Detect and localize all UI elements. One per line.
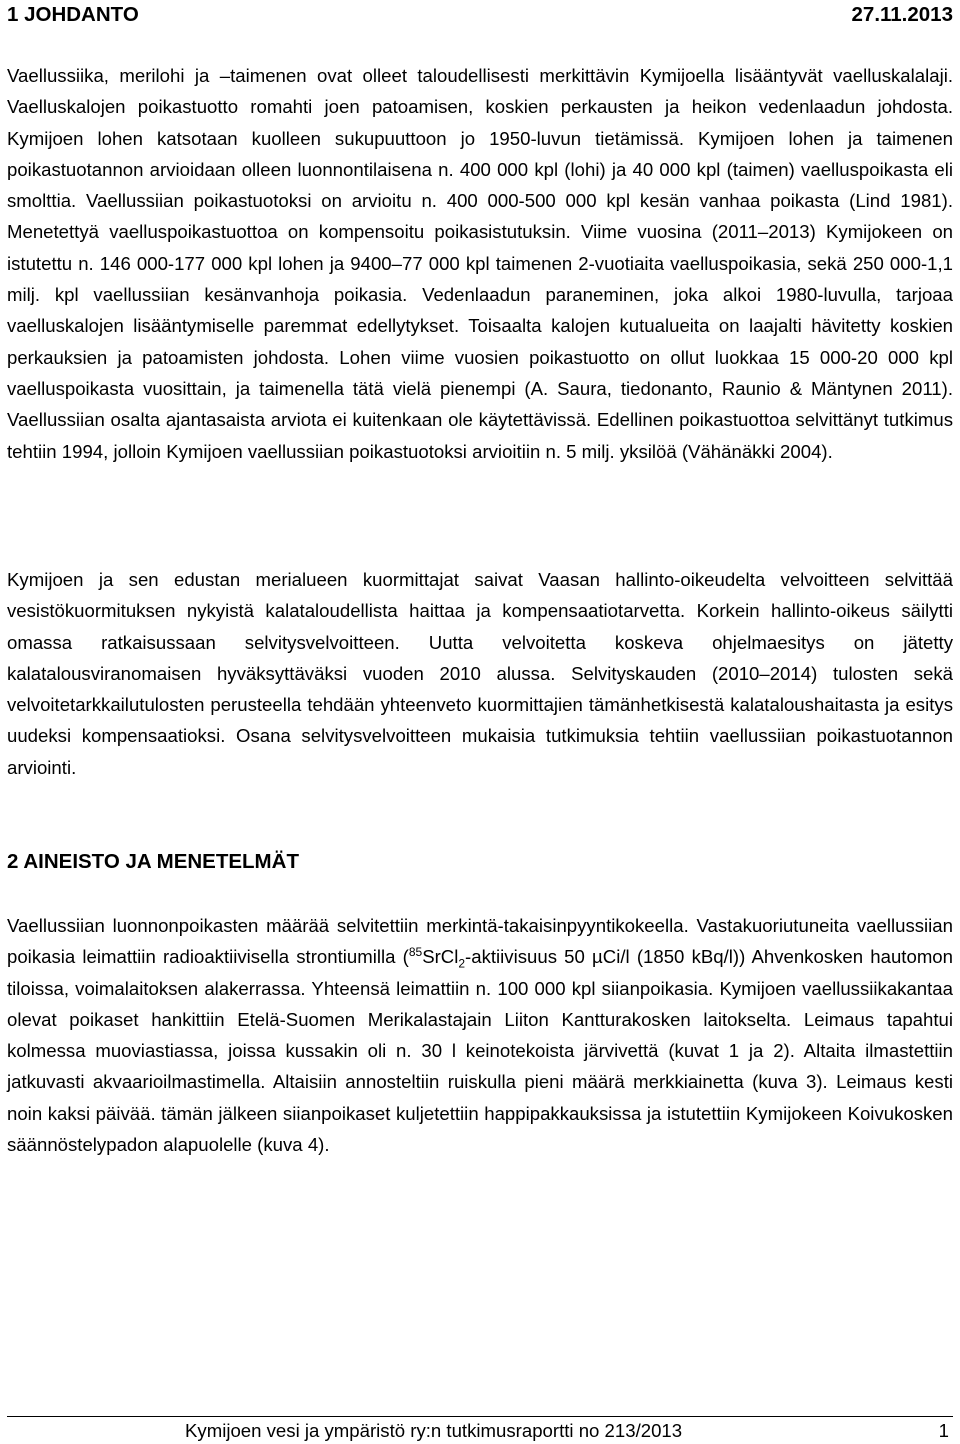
methods-text-end: -aktiivisuus 50 µCi/l (1850 kBq/l)) Ahvenkosken hautomon tiloissa, voimalaitoksen alakerrassa. Yhteensä leimattiin n. 100 000 kpl siianpoikasia. Kymijoen vaellussiikakantaa olevat poikaset hankittiin Etelä-Suomen Merikalastajain Liiton Kantturakosken laitokselta. Leimaus tapahtui kolmessa muoviastiassa, joissa kussakin oli n. 30 l keinotekoista järvivettä (kuvat 1 ja 2). Altaita ilmastettiin jatkuvasti akvaarioilmastimella. Altaisiin annosteltiin ruiskulla pieni määrä merkkiainetta (kuva 3). Leimaus kesti noin kaksi päivää. tämän jälkeen siianpoikaset kuljetettiin happipakkauksissa ja istutettiin Kymijokeen Koivukosken säännöstelypadon alapuolelle (kuva 4). xyxy=(7,946,953,1156)
obligation-paragraph: Kymijoen ja sen edustan merialueen kuormittajat saivat Vaasan hallinto-oikeudelta velvoitteen selvittää vesistökuormituksen nykyistä kalataloudellista haittaa ja kompensaatiotarvetta. Korkein hallinto-oikeus säilytti omassa ratkaisussaan selvitysvelvoitteen. Uutta velvoitetta koskeva ohjelmaesitys on jätetty kalatalousviranomaisen hyväksyttäväksi vuoden 2010 alussa. Selvityskauden (2010–2014) tulosten sekä velvoitetarkkailutulosten perusteella tehdään yhteenveto kuormittajien tämänhetkisestä kalataloushaitasta ja esitys uudeksi kompensaatioksi. Osana selvitysvelvoitteen mukaisia tutkimuksia tehtiin vaellussiian poikastuotannon arviointi. xyxy=(7,569,953,778)
page-number: 1 xyxy=(938,1420,949,1441)
formula-subscript: 2 xyxy=(458,957,466,972)
isotope-mass-number: 85 xyxy=(408,945,423,960)
page-footer xyxy=(7,1418,953,1444)
methods-text-start: Vaellussiian luonnonpoikasten määrää selvitettiin merkintä-takaisinpyyntikokeella. Vastakuoriutuneita vaellussiian poikasia leimattiin radioaktiivisella strontiumilla ( xyxy=(7,915,953,968)
section-heading: 2 AINEISTO JA MENETELMÄT xyxy=(7,850,299,873)
document-page xyxy=(7,0,953,1444)
page-header xyxy=(7,1,953,29)
chapter-title: 1 JOHDANTO xyxy=(7,3,139,26)
methods-paragraph xyxy=(7,910,953,1160)
chemical-formula: SrCl xyxy=(422,946,459,968)
report-reference: Kymijoen vesi ja ympäristö ry:n tutkimusraportti no 213/2013 xyxy=(185,1420,683,1441)
footer-divider xyxy=(7,1416,953,1417)
report-date: 27.11.2013 xyxy=(851,3,953,26)
intro-paragraph: Vaellussiika, merilohi ja –taimenen ovat olleet taloudellisesti merkittävin Kymijoella lisääntyvät vaelluskalalaji. Vaelluskalojen poikastuotto romahti joen patoamisen, koskien perkausten ja heikon vedenlaadun johdosta. Kymijoen lohen katsotaan kuolleen sukupuuttoon jo 1950-luvun tietämissä. Kymijoen lohen ja taimenen poikastuotannon arvioidaan olleen luonnontilaisena n. 400 000 kpl (lohi) ja 40 000 kpl (taimen) vaelluspoikasta eli smolttia. Vaellussiian poikastuotoksi on arvioitu n. 400 000-500 000 kpl kesän vanhaa poikasta (Lind 1981). Menetettyä vaelluspoikastuottoa on kompensoitu poikasistutuksin. Viime vuosina (2011–2013) Kymijokeen on istutettu n. 146 000-177 000 kpl lohen ja 9400–77 000 kpl taimenen 2-vuotiaita vaelluspoikasia, sekä 250 000-1,1 milj. kpl vaellussiian kesänvanhoja poikasia. Vedenlaadun paraneminen, joka alkoi 1980-luvulla, tarjoaa vaelluskalojen lisääntymiselle paremmat edellytykset. Toisaalta kalojen kutualueita on laajalti hävitetty koskien perkauksien ja patoamisten johdosta. Lohen viime vuosien poikastuotto on ollut luokkaa 15 000-20 000 kpl vaelluspoikasta vuosittain, ja taimenella tätä vielä pienempi (A. Saura, tiedonanto, Raunio & Mäntynen 2011). Vaellussiian osalta ajantasaista arviota ei kuitenkaan ole käytettävissä. Edellinen poikastuottoa selvittänyt tutkimus tehtiin 1994, jolloin Kymijoen vaellussiian poikastuotoksi arvioitiin n. 5 milj. yksilöä (Vähänäkki 2004). xyxy=(7,65,953,462)
